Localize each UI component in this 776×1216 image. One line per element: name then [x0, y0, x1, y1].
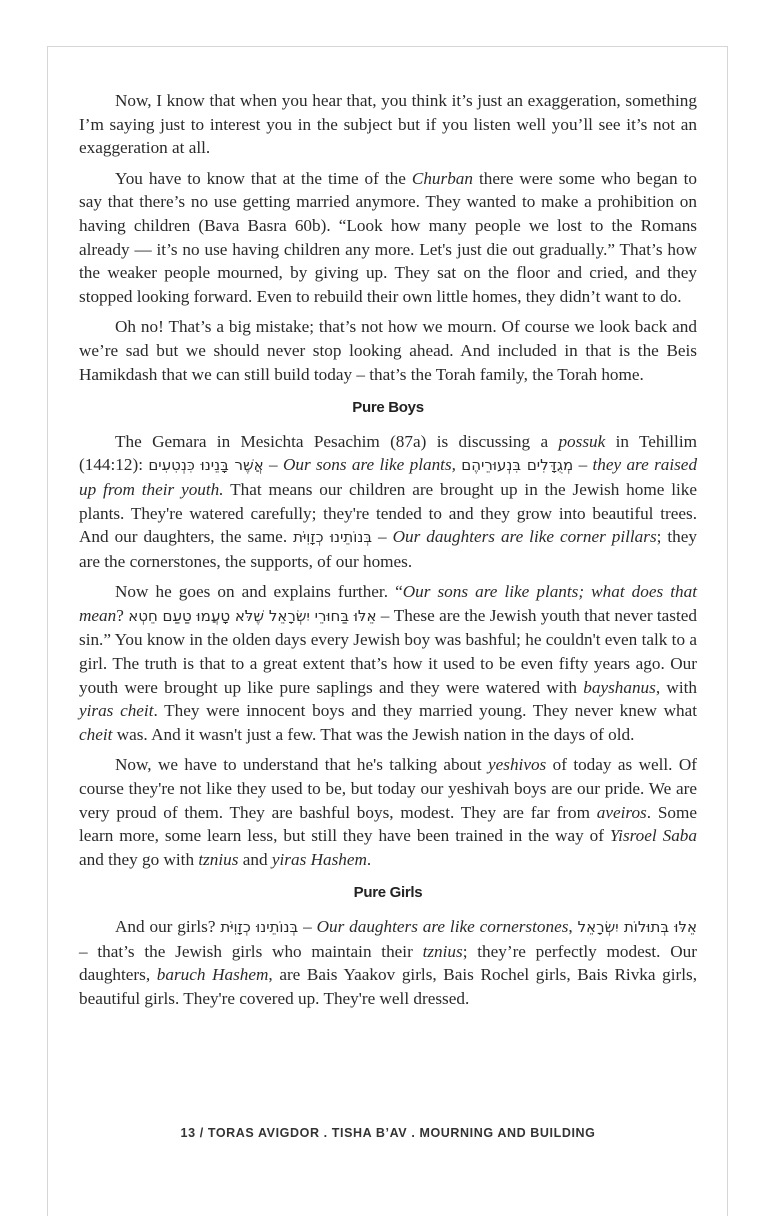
- italic-text: possuk: [558, 431, 606, 451]
- italic-text: cheit: [79, 724, 113, 744]
- section-heading: Pure Girls: [353, 884, 423, 902]
- text-run: And our girls?: [115, 917, 221, 936]
- paragraph: [79, 430, 697, 574]
- paragraph: [79, 753, 697, 871]
- italic-text: yeshivos: [488, 755, 547, 775]
- text-run: – These are the Jewish youth that never tasted sin.” You know in the olden days every Jewish boy was bashful; he couldn't even talk to a girl. The truth is that to a great extent that’s how it used to be even fifty years ago. Our youth were brought up like pure saplings and they were watered with: [79, 605, 697, 697]
- section-heading: Pure Boys: [352, 399, 424, 417]
- text-run: –: [263, 455, 283, 475]
- hebrew-quote: בְּנוֹתֵינוּ כְזָוִיֹּת: [293, 528, 373, 547]
- italic-text: yiras Hashem: [271, 849, 367, 869]
- text-run: .: [366, 849, 372, 869]
- hebrew-quote: אֵלּוּ בְּתוּלוֹת יִשְׂרָאֵל: [577, 918, 698, 936]
- hebrew-quote: מְגֻדָּלִים בִּנְעוּרֵיהֶם: [461, 456, 574, 475]
- italic-text: Our sons are like plants; what does that mean: [79, 582, 697, 625]
- italic-text: yiras cheit: [79, 701, 154, 721]
- text-run: there were some who began to say that there’s no use getting married anymore. They wanted to make a prohibition on having children (Bava Basra 60b). “Look how many people we lost to the Romans already — it’s no use having children any more. Let's just die out gradually.” That’s how the weaker people mourned, by giving up. They sat on the floor and cried, and they stopped looking forward. Even to rebuild their own little homes, they didn’t want to do.: [79, 168, 697, 306]
- text-run: in Tehillim (144:12):: [79, 431, 697, 475]
- paragraph: [79, 89, 697, 160]
- text-run: was. And it wasn't just a few. That was the Jewish nation in the days of old.: [112, 724, 635, 744]
- italic-text: tznius: [198, 849, 239, 869]
- italic-text: Our daughters are like cornerstones: [316, 917, 569, 936]
- italic-text: aveiros: [596, 802, 647, 822]
- italic-text: tznius: [422, 941, 463, 961]
- text-run: The Gemara in Mesichta Pesachim (87a) is discussing a: [115, 431, 559, 451]
- text-run: –: [298, 917, 317, 936]
- text-run: . They were innocent boys and they married young. They never knew what: [153, 701, 697, 721]
- paragraph: [79, 167, 697, 309]
- italic-text: baruch Hashem: [156, 965, 269, 985]
- text-run: and: [238, 849, 272, 869]
- text-run: Now, I know that when you hear that, you think it’s just an exaggeration, something I’m saying just to interest you in the subject but if you listen well you’ll see it’s not an exaggeration at all.: [79, 91, 697, 158]
- text-run: You have to know that at the time of the: [115, 168, 412, 188]
- paragraph: [79, 915, 697, 1010]
- italic-text: bayshanus: [583, 677, 656, 697]
- body-text: [79, 89, 697, 1017]
- text-run: ; they are the cornerstones, the supports, of our homes.: [79, 527, 697, 571]
- text-run: ; they’re perfectly modest. Our daughters,: [79, 941, 697, 985]
- text-run: Oh no! That’s a big mistake; that’s not how we mourn. Of course we look back and we’re sad but we should never stop looking ahead. And included in that is the Beis Hamikdash that we can still build today – that’s the Torah family, the Torah home.: [79, 317, 697, 384]
- text-run: Now, we have to understand that he's talking about: [115, 755, 488, 775]
- text-run: , are Bais Yaakov girls, Bais Rochel girls, Bais Rivka girls, beautiful girls. They're covered up. They're well dressed.: [79, 965, 697, 1008]
- italic-text: Yisroel Saba: [609, 826, 697, 846]
- hebrew-quote: בְּנוֹתֵינוּ כְזָוִיֹּת: [220, 918, 299, 936]
- text-run: of today as well. Of course they're not like they used to be, but today our yeshivah boys are our pride. We are very proud of them. They are bashful boys, modest. They are far from: [79, 755, 697, 822]
- text-run: – that’s the Jewish girls who maintain their: [79, 941, 423, 961]
- italic-text: Churban: [411, 168, 473, 188]
- hebrew-quote: אֲשֶׁר בָּנֵינוּ כִּנְטִעִים: [148, 456, 264, 475]
- text-run: . Some learn more, some learn less, but still they have been trained in the way of: [79, 802, 697, 846]
- text-run: , with: [655, 677, 697, 697]
- italic-text: they are raised up from their youth.: [79, 455, 698, 499]
- text-run: Now he goes on and explains further. “: [115, 582, 403, 602]
- text-run: ?: [116, 605, 129, 625]
- italic-text: Our daughters are like corner pillars: [392, 527, 657, 547]
- text-run: –: [573, 455, 593, 475]
- paragraph: [79, 315, 697, 386]
- text-run: –: [372, 527, 393, 547]
- paragraph: [79, 580, 697, 746]
- hebrew-quote: אֵלּוּ בַּחוּרֵי יִשְׂרָאֵל שֶׁלֹּא טָעֲמוּ טַעַם חֵטְא: [128, 606, 377, 625]
- italic-text: Our sons are like plants,: [282, 455, 456, 475]
- text-run: That means our children are brought up in the Jewish home like plants. They're watered carefully; they're tended to and they grow into beautiful trees. And our daughters, the same.: [79, 479, 697, 547]
- page-footer: 13 / TORAS AVIGDOR . TISHA B’AV . MOURNING AND BUILDING: [180, 1126, 596, 1140]
- text-run: ,: [568, 917, 578, 936]
- text-run: and they go with: [79, 849, 199, 869]
